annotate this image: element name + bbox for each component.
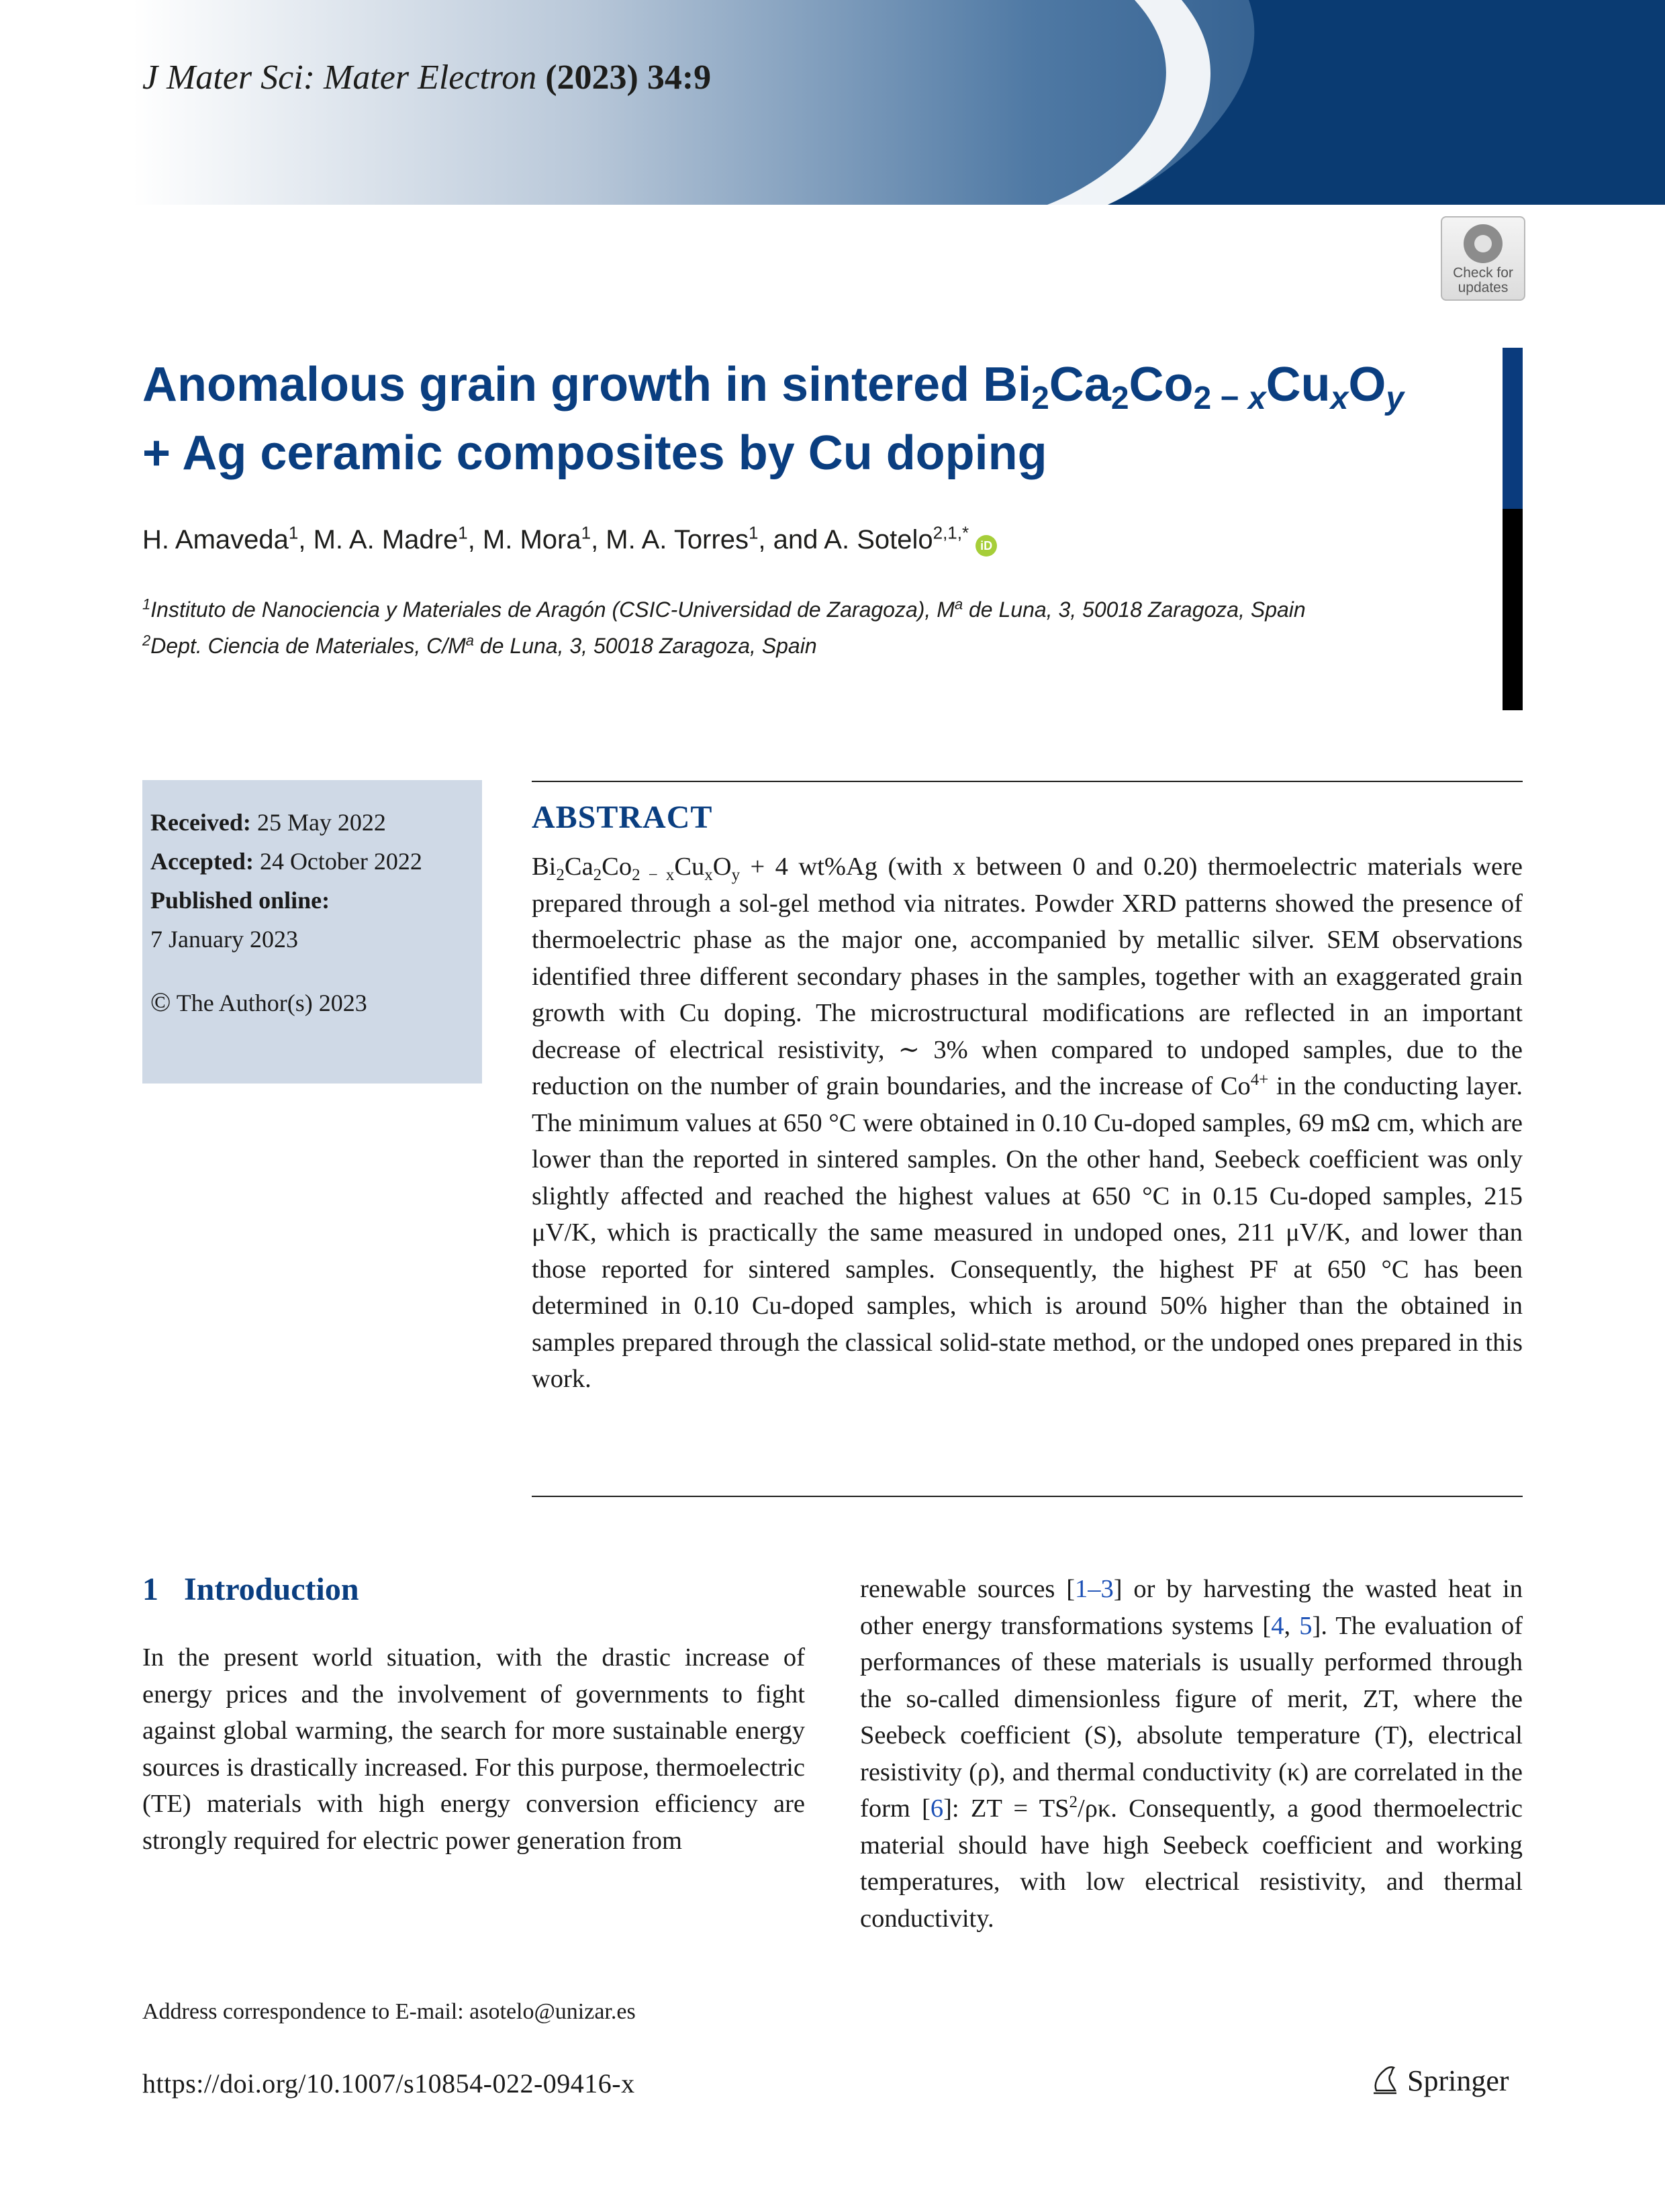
body-text: renewable sources [: [860, 1575, 1076, 1603]
title-sub: y: [1386, 381, 1405, 416]
affiliation-1: [142, 597, 1306, 622]
author-affil: 1: [581, 522, 591, 543]
author-affil: 2,1,: [933, 522, 962, 543]
affil-text: Dept. Ciencia de Materiales, C/M: [150, 634, 466, 658]
journal-name: J Mater Sci: Mater Electron: [142, 58, 537, 97]
formula: Bi: [532, 853, 557, 881]
title-text: + Ag ceramic composites by Cu doping: [142, 426, 1047, 480]
title-text: Cu: [1266, 358, 1331, 412]
received-line: [150, 803, 474, 842]
header-banner: [0, 0, 1665, 205]
check-for-updates-button[interactable]: [1441, 216, 1525, 301]
section-title: Introduction: [184, 1572, 359, 1607]
copyright-line: [150, 983, 474, 1022]
section-number: 1: [142, 1572, 158, 1607]
journal-volume: (2023) 34:9: [545, 58, 712, 97]
formula-sub: x: [704, 866, 713, 884]
title-text: Co: [1129, 358, 1194, 412]
title-text: Anomalous grain growth in sintered Bi: [142, 358, 1032, 412]
author-affil: 1: [458, 522, 468, 543]
accepted-label: Accepted:: [150, 848, 254, 875]
body-text: ,: [1284, 1611, 1300, 1640]
publisher-name: Springer: [1407, 2064, 1509, 2097]
copyright-text: The Author(s) 2023: [176, 990, 367, 1016]
author: H. Amaveda: [142, 525, 289, 555]
doi-link[interactable]: https://doi.org/10.1007/s10854-022-09416-x: [142, 2068, 635, 2099]
title-text: Ca: [1049, 358, 1111, 412]
abstract-heading: ABSTRACT: [532, 800, 713, 835]
abstract-body: + 4 wt%Ag (with x between 0 and 0.20) thermoelectric materials were prepared through a sol-gel method via nitrates. Powder XRD patterns showed the presence of thermoelectric phase as the major one, accompanied by metallic silver. SEM observations identified three different secondary phases in the samples, together with an exaggerated grain growth with Cu doping. The microstructural modifications are reflected in an important decrease of electrical resistivity, ∼ 3% when compared to undoped samples, due to the reduction on the number of grain boundaries, and the increase of Co: [532, 853, 1523, 1100]
received-date: 25 May 2022: [256, 809, 386, 836]
abstract-top-rule: [532, 781, 1523, 782]
title-sub: x: [1247, 381, 1266, 416]
published-label: Published online:: [150, 887, 330, 914]
title-sub: 2 −: [1193, 381, 1248, 416]
citation-link[interactable]: 4: [1271, 1611, 1284, 1640]
crossmark-icon: [1464, 224, 1503, 263]
formula-sub: 2: [593, 866, 602, 884]
formula-sub: 2 − x: [632, 866, 675, 884]
author: , and A. Sotelo: [758, 525, 933, 555]
affil-text: de Luna, 3, 50018 Zaragoza, Spain: [963, 597, 1306, 622]
body-text: /ρκ. Consequently, a good thermoelectric material should have high Seebeck coefficient and working temperatures, with low electrical resistivity, and thermal conductivity.: [860, 1794, 1523, 1933]
affil-number: 1: [142, 595, 151, 613]
author: , M. A. Madre: [298, 525, 459, 555]
author-list: [142, 522, 997, 557]
check-for-updates-label: Check for updates: [1453, 265, 1513, 295]
affiliation-2: [142, 634, 817, 659]
formula-sub: 2: [556, 866, 565, 884]
formula-sub: y: [731, 866, 741, 884]
formula: Cu: [674, 853, 705, 881]
abstract-bottom-rule: [532, 1496, 1523, 1497]
citation-link[interactable]: 5: [1299, 1611, 1313, 1640]
published-label-line: [150, 881, 474, 920]
intro-right-column: [860, 1571, 1523, 1937]
publisher-logo: [1370, 2064, 1509, 2098]
citation-link[interactable]: 1–3: [1075, 1575, 1114, 1603]
author-affil: 1: [288, 522, 299, 543]
affil-text: Instituto de Nanociencia y Materiales de Aragón (CSIC-Universidad de Zaragoza), M: [150, 597, 955, 622]
formula-sup: 4+: [1250, 1071, 1269, 1090]
title-sub: 2: [1031, 381, 1049, 416]
formula: O: [712, 853, 732, 881]
article-history-box: [142, 780, 482, 1084]
title-sub: 2: [1110, 381, 1129, 416]
title-sub: [1194, 381, 1266, 416]
affil-sup: a: [954, 595, 963, 613]
copyright-icon: ©: [150, 987, 171, 1017]
side-accent-bar-blue: [1503, 348, 1523, 509]
accepted-line: [150, 842, 474, 881]
corresponding-star: *: [962, 522, 969, 543]
abstract-text: [532, 849, 1523, 1398]
body-text: ]: ZT = TS: [943, 1794, 1069, 1823]
accepted-date: 24 October 2022: [259, 848, 422, 875]
article-title: [142, 350, 1485, 487]
author-affil: 1: [748, 522, 759, 543]
affil-sup: a: [465, 632, 475, 649]
published-date: 7 January 2023: [150, 926, 298, 953]
affil-text: de Luna, 3, 50018 Zaragoza, Spain: [474, 634, 817, 658]
journal-citation: [142, 58, 711, 97]
side-accent-bar-black: [1503, 509, 1523, 710]
author: , M. Mora: [467, 525, 581, 555]
citation-link[interactable]: 6: [930, 1794, 944, 1823]
orcid-icon[interactable]: iD: [976, 535, 997, 557]
affil-number: 2: [142, 632, 151, 649]
body-text: ] or by harvesting the wasted heat in other energy transformations systems [: [860, 1575, 1523, 1640]
formula-sup: 2: [1069, 1793, 1078, 1812]
intro-left-column: In the present world situation, with the drastic increase of energy prices and the involvement of governments to fight against global warming, the search for more sustainable energy sources is drastically increased. For this purpose, thermoelectric (TE) materials with high energy conversion efficiency are strongly required for electric power generation from: [142, 1643, 805, 1855]
abstract-body: in the conducting layer. The minimum values at 650 °C were obtained in 0.10 Cu-doped samples, 69 mΩ cm, which are lower than the reported in sintered samples. On the other hand, Seebeck coefficient was only slightly affected and reached the highest values at 650 °C in 0.15 Cu-doped samples, 215 μV/K, which is practically the same measured in undoped ones, 211 μV/K, and lower than those reported for sintered samples. Consequently, the highest PF at 650 °C has been determined in 0.10 Cu-doped samples, which is around 50% higher than the obtained in samples prepared through the classical solid-state method, or the undoped ones prepared in this work.: [532, 1072, 1523, 1393]
section-heading-introduction: [142, 1571, 385, 1608]
correspondence-footnote: Address correspondence to E-mail: asotelo@unizar.es: [142, 1999, 636, 2024]
author: , M. A. Torres: [591, 525, 749, 555]
formula: Co: [602, 853, 632, 881]
title-text: O: [1348, 358, 1386, 412]
title-sub: x: [1330, 381, 1349, 416]
body-text: ]. The evaluation of performances of these materials is usually performed through the so-called dimensionless figure of merit, ZT, where the Seebeck coefficient (S), absolute temperature (T), electrical resistivity (ρ), and thermal conductivity (κ) are correlated in the form [: [860, 1611, 1523, 1823]
received-label: Received:: [150, 809, 251, 836]
formula: Ca: [564, 853, 593, 881]
springer-horse-icon: [1370, 2064, 1400, 2096]
